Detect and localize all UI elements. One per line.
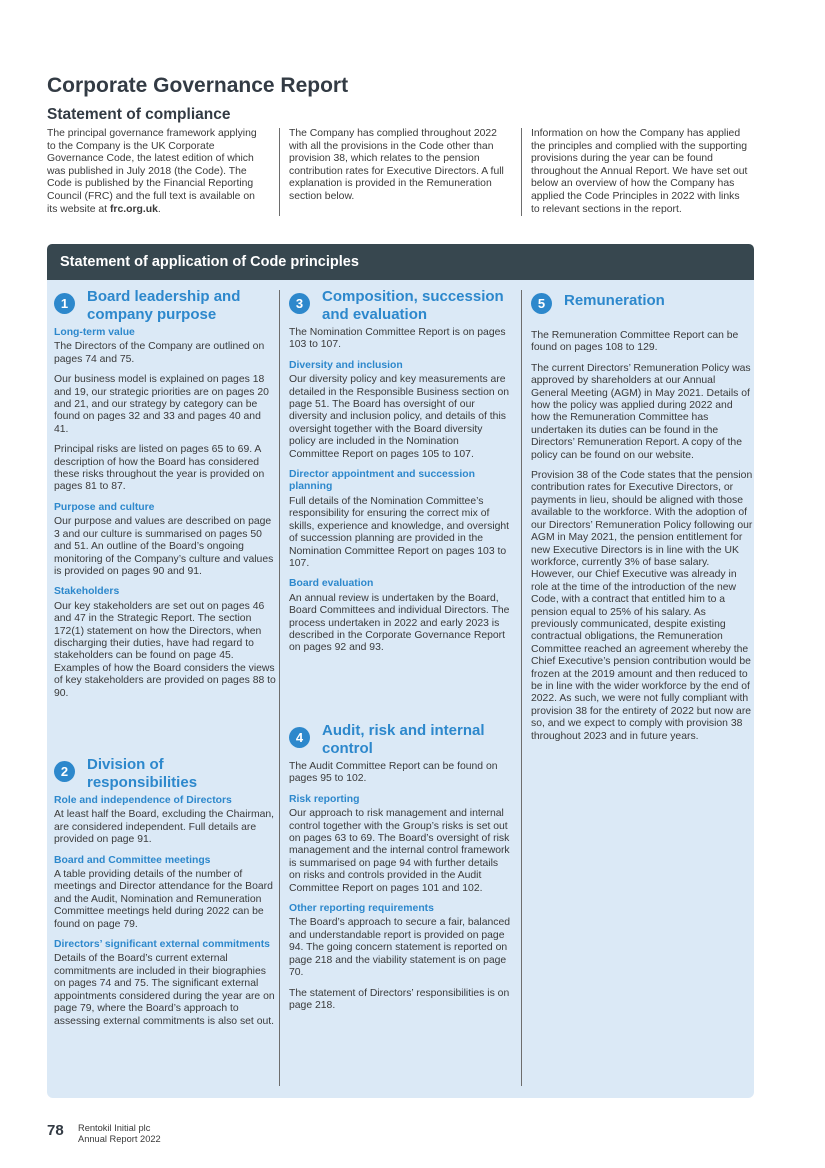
subheading: Director appointment and succession planning (289, 469, 475, 493)
footer-company: Rentokil Initial plc (78, 1123, 151, 1133)
footer-publication (78, 1123, 161, 1145)
paragraph: The Directors of the Company are outlined on pages 74 and 75. (54, 341, 265, 365)
section-3-composition-succession (289, 288, 511, 663)
section-1-board-leadership (54, 288, 276, 708)
intro-col2-text: The Company has complied throughout 2022 with all the provisions in the Code other than provision 38, which relates to the pension contribution rates for Executive Directors. A full explanation is provided in the Remuneration section below. (289, 128, 504, 202)
subheading: Purpose and culture (54, 501, 155, 513)
section-number-badge: 5 (531, 293, 552, 314)
intro-divider-1 (279, 128, 280, 216)
subheading: Risk reporting (289, 793, 360, 805)
page-number: 78 (47, 1122, 64, 1139)
paragraph: Provision 38 of the Code states that the pension contribution rates for Executive Directors, or payments in lieu, should be aligned with those available to the workforce. With the adoption of our Directors’ Remuneration Policy following our AGM in May 2021, the pension entitlement for new Executive Directors is in line with the UK workforce, currently 3% of base salary. However, our Chief Executive was already in role at the time of the introduction of the new Code, with a contract that entitled him to a pension equal to 25% of his salary. As previously communicated, despite existing contractual obligations, the Remuneration Committee reached an agreement whereby the Chief Executive’s pension contribution would be frozen at the 2019 amount and then reduced to be in line with the wider workforce by the end of 2022. As such, we were not fully compliant with provision 38 for the entirety of 2022 but now are so, and we expect to comply with provision 38 throughout 2023 and in future years. (531, 470, 753, 742)
code-principles-banner: Statement of application of Code principles (47, 244, 754, 280)
panel-divider-2 (521, 290, 522, 1086)
section-4-header (289, 722, 511, 758)
subheading: Role and independence of Directors (54, 795, 232, 806)
subheading: Directors’ significant external commitments (54, 939, 270, 951)
subheading: Long-term value (54, 327, 135, 338)
section-5-header (531, 288, 753, 324)
intro-column-2 (289, 128, 507, 204)
subheading: Stakeholders (54, 586, 120, 598)
intro-col1-end: . (157, 203, 161, 215)
section-title: Division of responsibilities (87, 756, 198, 791)
paragraph: Our approach to risk management and internal control together with the Group’s risks is set out on pages 63 to 69. The Board’s oversight of risk management and the internal control framework is summarised on page 94 with further details on risks and controls provided in the Audit Committee Report on pages 101 and 102. (289, 808, 510, 894)
section-title: Composition, succession and evaluation (322, 288, 504, 323)
panel-divider-1 (279, 290, 280, 1086)
intro-divider-2 (521, 128, 522, 216)
intro-col3-text: Information on how the Company has applied the principles and complied with the supporting provisions during the year can be found throughout the Annual Report. We have set out below an overview of how the Company has applied the Code Principles in 2022 with links to relevant sections in the report. (531, 128, 748, 215)
footer-report: Annual Report 2022 (78, 1134, 161, 1144)
paragraph: Our diversity policy and key measurements are detailed in the Responsible Business section on page 51. The Board has oversight of our diversity and inclusion policy, and details of this oversight together with the Board diversity policy are included in the Nomination Committee Report on pages 105 to 107. (289, 374, 510, 460)
paragraph: At least half the Board, excluding the Chairman, are considered independent. Full details are provided on page 91. (54, 809, 275, 846)
subheading: Board and Committee meetings (54, 854, 211, 866)
section-title: Audit, risk and internal control (322, 722, 485, 757)
paragraph: The current Directors’ Remuneration Policy was approved by shareholders at our Annual General Meeting (AGM) in May 2021. Details of how the policy was applied during 2022 and how the Remuneration Committee has undertaken its duties can be found in the Directors’ Remuneration Report. A copy of the policy can be found on our website. (531, 362, 751, 461)
intro-col1-text: The principal governance framework applying to the Company is the UK Corporate Governance Code, the latest edition of which was published in July 2018 (the Code). The Code is published by the Financial Reporting Council (FRC) and the full text is available on its website at (47, 128, 257, 215)
paragraph: The Remuneration Committee Report can be found on pages 108 to 129. (531, 330, 739, 354)
paragraph: Principal risks are listed on pages 65 to 69. A description of how the Board has considered these risks throughout the year is provided on pages 81 to 87. (54, 444, 265, 493)
paragraph: A table providing details of the number of meetings and Director attendance for the Board and the Audit, Nomination and Remuneration Committee meetings held during 2022 can be found on page 79. (54, 869, 273, 930)
section-number-badge: 2 (54, 761, 75, 782)
section-1-header (54, 288, 276, 324)
page-title: Corporate Governance Report (47, 74, 349, 97)
frc-link[interactable]: frc.org.uk (109, 203, 158, 215)
section-number-badge: 1 (54, 293, 75, 314)
paragraph: An annual review is undertaken by the Board, Board Committees and individual Directors. The process undertaken in 2022 and early 2023 is described in the Corporate Governance Report on pages 92 and 93. (289, 592, 510, 654)
paragraph: The statement of Directors’ responsibilities is on page 218. (289, 987, 510, 1011)
section-2-header (54, 756, 276, 792)
paragraph: The Nomination Committee Report is on pages 103 to 107. (289, 327, 506, 351)
paragraph: The Board’s approach to secure a fair, balanced and understandable report is provided on page 94. The going concern statement is reported on page 218 and the viability statement is on page 70. (289, 917, 511, 979)
section-3-header (289, 288, 511, 324)
section-number-badge: 3 (289, 293, 310, 314)
paragraph: The Audit Committee Report can be found on pages 95 to 102. (289, 761, 498, 785)
paragraph: Our key stakeholders are set out on pages 46 and 47 in the Strategic Report. The section 172(1) statement on how the Directors, when discharging their duties, have had regard to stakeholders can be found on page 45. Examples of how the Board considers the views of key stakeholders are provided on pages 88 to 90. (54, 600, 276, 699)
section-subtitle: Statement of compliance (47, 106, 231, 123)
section-title: Remuneration (564, 292, 665, 309)
section-number-badge: 4 (289, 727, 310, 748)
intro-column-3 (531, 128, 749, 216)
section-4-audit-risk (289, 722, 511, 1020)
paragraph: Our business model is explained on pages 18 and 19, our strategic priorities are on pages 20 and 21, and our strategy by category can be found on pages 32 and 33 and pages 40 and 41. (54, 374, 269, 435)
section-title: Board leadership and company purpose (87, 288, 241, 323)
paragraph: Details of the Board’s current external commitments are included in their biographies on pages 74 and 75. The significant external appointments considered during the year are on page 79, where the Board’s approach to assessing external commitments is also set out. (54, 953, 275, 1027)
subheading: Board evaluation (289, 578, 374, 590)
paragraph: Full details of the Nomination Committee’s responsibility for ensuring the correct mix of skills, experience and knowledge, and oversight of succession planning are provided in the Nomination Committee Report on pages 103 to 107. (289, 495, 510, 569)
section-5-remuneration (531, 288, 753, 751)
subheading: Other reporting requirements (289, 903, 434, 915)
section-2-division-of-responsibilities (54, 756, 276, 1036)
intro-column-1 (47, 128, 265, 216)
subheading: Diversity and inclusion (289, 359, 403, 371)
paragraph: Our purpose and values are described on page 3 and our culture is summarised on pages 50 and 51. An outline of the Board’s ongoing monitoring of the Company’s culture and values is provided on pages 90 and 91. (54, 516, 274, 577)
